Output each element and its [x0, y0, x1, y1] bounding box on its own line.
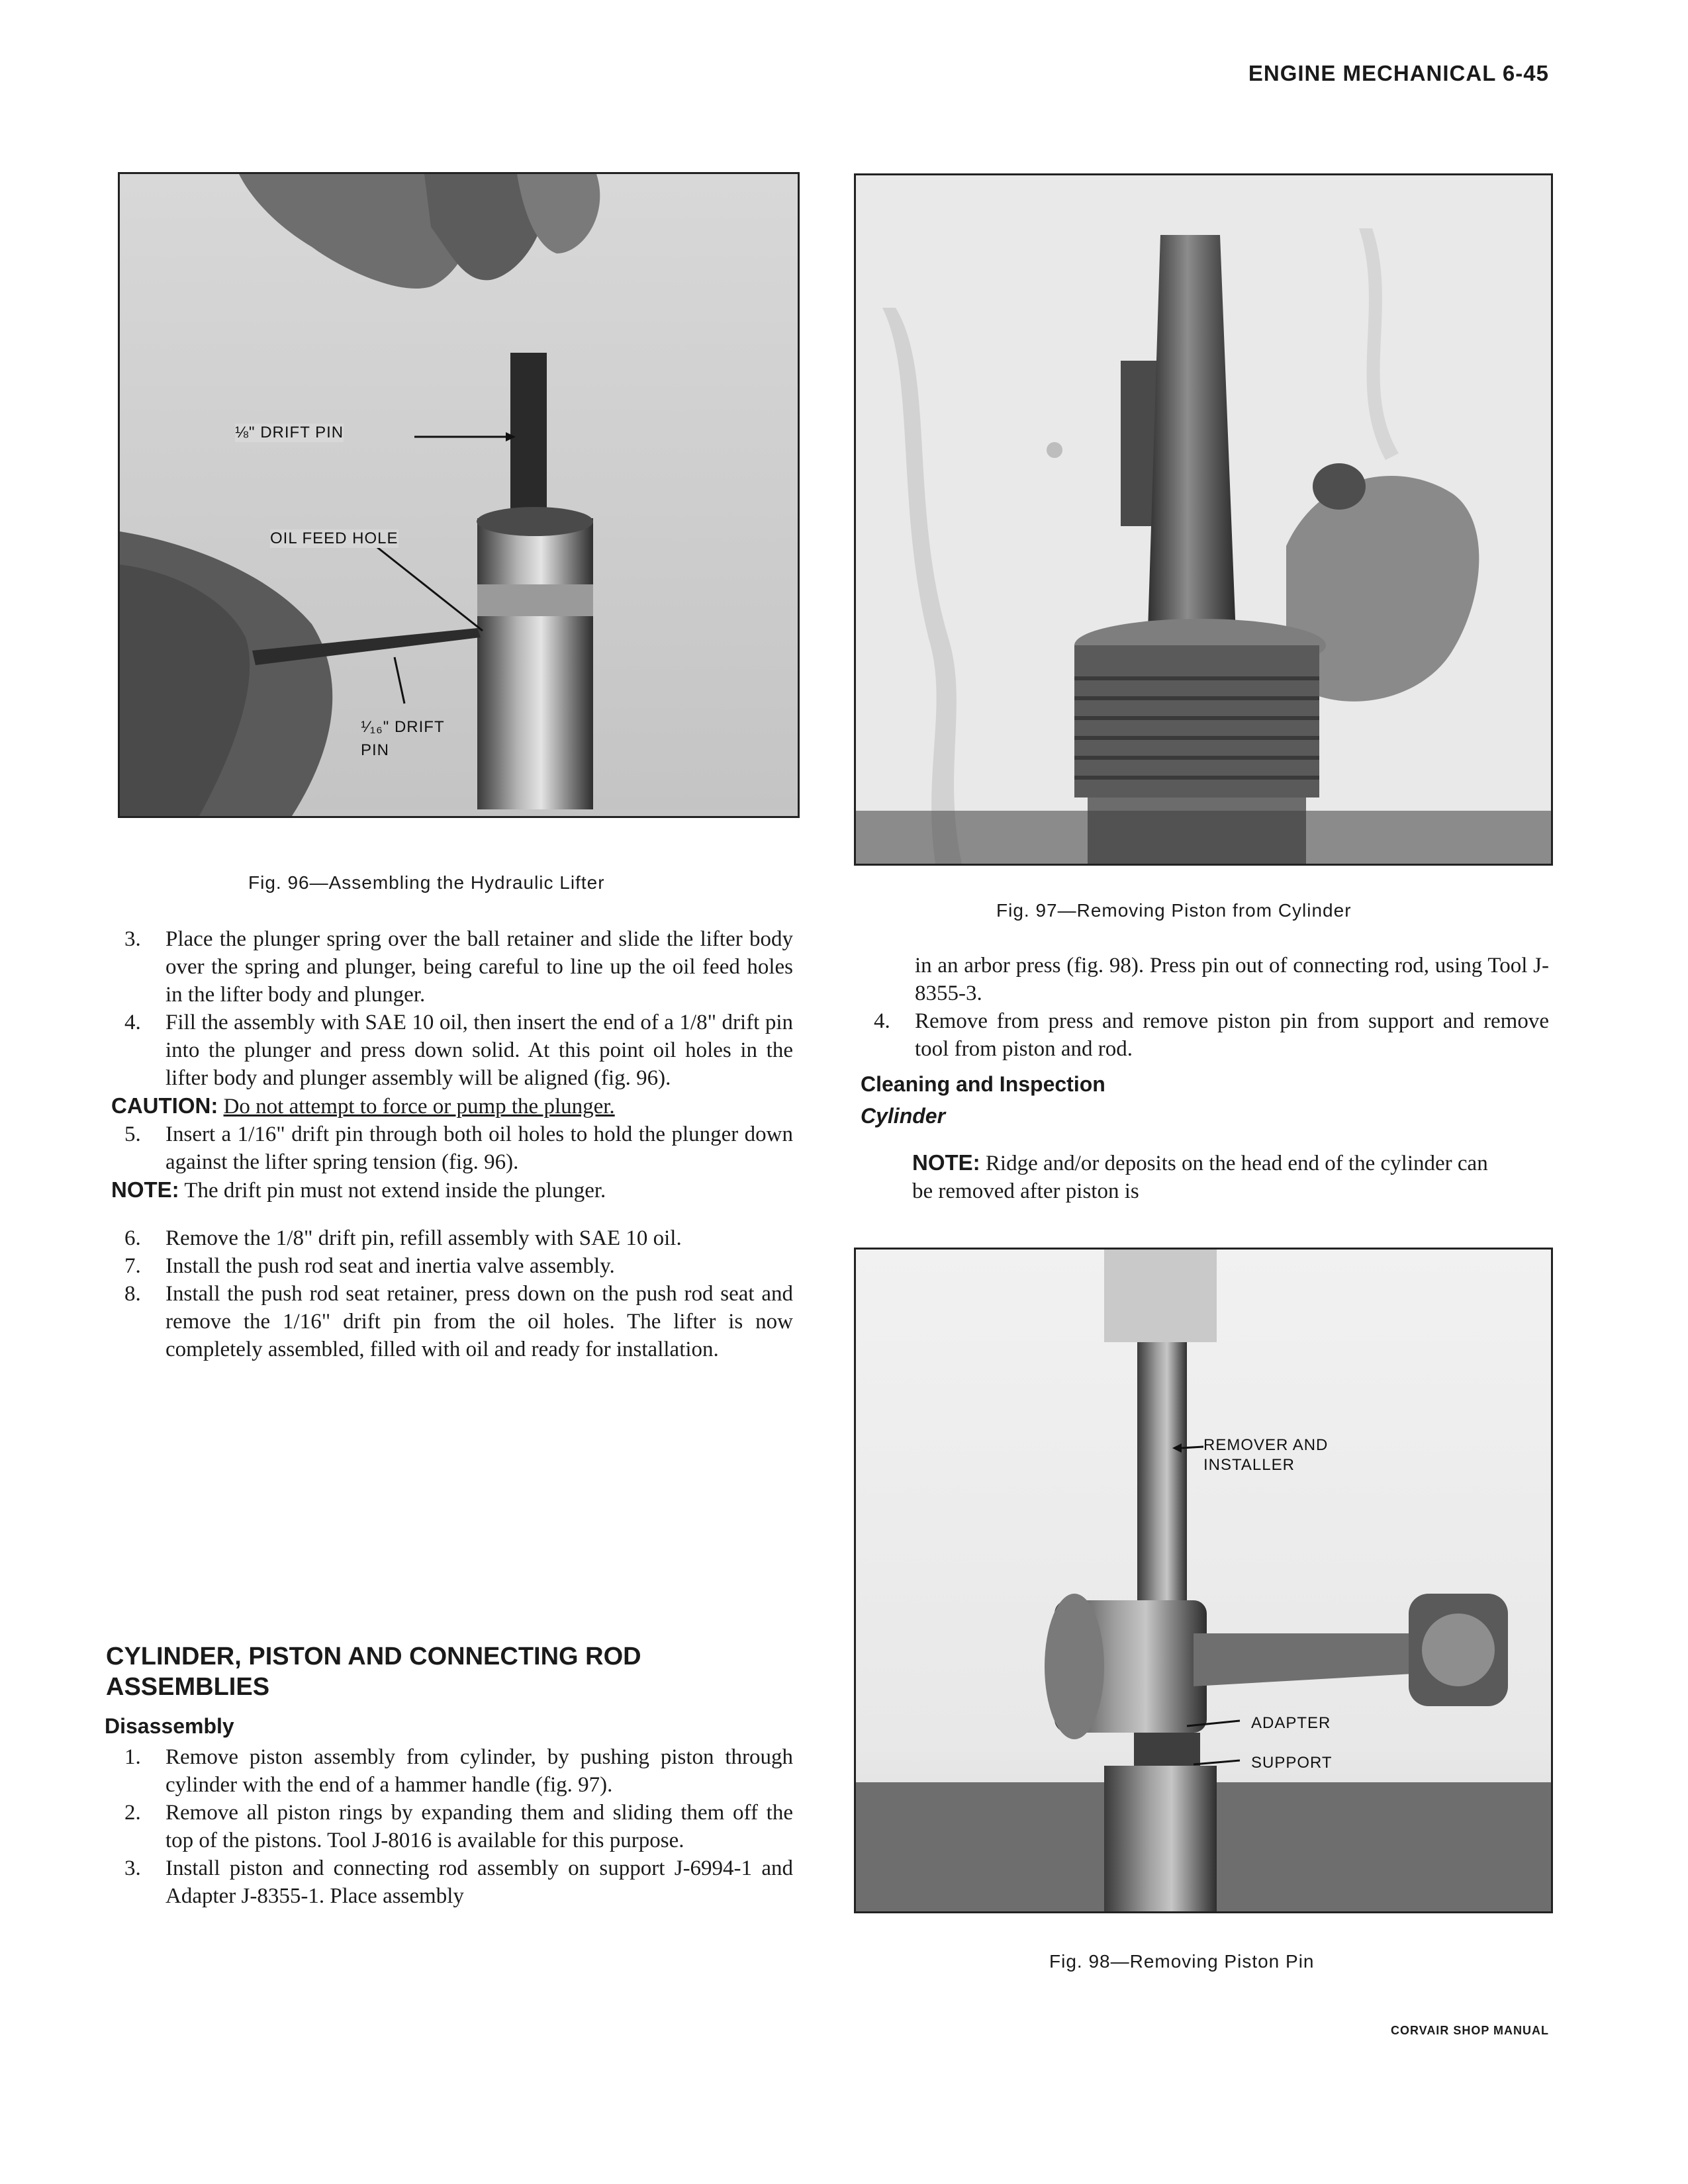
right-column-text — [861, 952, 1549, 1063]
figure-96-caption: Fig. 96—Assembling the Hydraulic Lifter — [248, 872, 605, 893]
list-item — [111, 1854, 793, 1910]
caution-text: Do not attempt to force or pump the plunger. — [223, 1095, 615, 1118]
assembly-steps-b — [111, 1120, 793, 1176]
step-number: 4. — [874, 1009, 890, 1033]
section-heading-line2: ASSEMBLIES — [106, 1673, 270, 1701]
step-text: Remove piston assembly from cylinder, by pushing piston through cylinder with the end of a hammer handle (fig. 97). — [165, 1745, 793, 1797]
step-number: 3. — [124, 927, 141, 951]
label-sixteenth-drift-pin-line1: ¹⁄₁₆" DRIFT — [361, 718, 445, 736]
right-steps — [861, 1007, 1549, 1063]
step-text: Install the push rod seat and inertia valve assembly. — [165, 1254, 615, 1278]
list-item — [111, 925, 793, 1009]
section-heading-line1: CYLINDER, PISTON AND CONNECTING ROD — [106, 1643, 641, 1670]
note-text: The drift pin must not extend inside the plunger. — [184, 1179, 606, 1203]
step-text: Install the push rod seat retainer, press down on the push rod seat and remove the 1/16" drift pin from the oil holes. The lifter is now completely assembled, filled with oil and ready for installation. — [165, 1282, 793, 1361]
cylinder-heading: Cylinder — [861, 1104, 946, 1128]
figure-97-caption: Fig. 97—Removing Piston from Cylinder — [996, 900, 1352, 921]
note-text: Ridge and/or deposits on the head end of the cylinder can be removed after piston is — [912, 1152, 1488, 1203]
cylinder-note — [912, 1149, 1495, 1205]
label-eighth-drift-pin: ⅛" DRIFT PIN — [235, 424, 344, 441]
label-remover-installer-line2: INSTALLER — [1203, 1456, 1295, 1474]
step-text: Remove all piston rings by expanding them and sliding them off the top of the pistons. Tool J-8016 is available for this purpose. — [165, 1801, 793, 1852]
step-number: 2. — [124, 1801, 141, 1825]
step-number: 8. — [124, 1282, 141, 1306]
running-footer: CORVAIR SHOP MANUAL — [1390, 2024, 1549, 2037]
step-text: Remove from press and remove piston pin from support and remove tool from piston and rod. — [915, 1009, 1549, 1061]
list-item — [111, 1252, 793, 1280]
figure-96-photo — [118, 172, 800, 818]
list-item — [111, 1224, 793, 1252]
disassembly-steps — [111, 1743, 793, 1910]
list-item — [111, 1743, 793, 1799]
list-item — [111, 1799, 793, 1854]
step-text: Install piston and connecting rod assembly on support J-6994-1 and Adapter J-8355-1. Place assembly — [165, 1856, 793, 1908]
cleaning-inspection-heading: Cleaning and Inspection — [861, 1072, 1105, 1096]
step-number: 5. — [124, 1122, 141, 1146]
step-number: 1. — [124, 1745, 141, 1769]
running-header: ENGINE MECHANICAL 6-45 — [1248, 61, 1549, 85]
step-number: 6. — [124, 1226, 141, 1250]
step-text: Insert a 1/16" drift pin through both oil holes to hold the plunger down against the lifter spring tension (fig. 96). — [165, 1122, 793, 1174]
drift-pin-note — [111, 1176, 793, 1205]
figure-98-caption: Fig. 98—Removing Piston Pin — [1049, 1951, 1315, 1972]
figure-97-photo — [854, 173, 1553, 866]
label-oil-feed-hole: OIL FEED HOLE — [270, 529, 399, 547]
label-adapter: ADAPTER — [1251, 1714, 1331, 1732]
note-label: NOTE: — [912, 1150, 980, 1175]
note-label: NOTE: — [111, 1177, 179, 1202]
cylinder-note-paragraph — [912, 1149, 1495, 1205]
label-sixteenth-drift-pin-line2: PIN — [361, 741, 390, 759]
step-number: 7. — [124, 1254, 141, 1278]
left-column-text — [111, 925, 793, 1363]
step-text: Fill the assembly with SAE 10 oil, then insert the end of a 1/8" drift pin into the plunger and press down solid. At this point oil holes in the lifter body and plunger assembly will be aligned (fig. 96). — [165, 1011, 793, 1090]
assembly-steps-a — [111, 925, 793, 1092]
caution-label: CAUTION: — [111, 1093, 218, 1118]
step-number: 4. — [124, 1011, 141, 1034]
continued-text: in an arbor press (fig. 98). Press pin out of connecting rod, using Tool J-8355-3. — [915, 954, 1549, 1005]
list-item — [111, 1009, 793, 1092]
section-heading — [106, 1641, 641, 1702]
step-number: 3. — [124, 1856, 141, 1880]
step-text: Remove the 1/8" drift pin, refill assembly with SAE 10 oil. — [165, 1226, 682, 1250]
disassembly-text — [111, 1743, 793, 1910]
disassembly-heading: Disassembly — [105, 1714, 234, 1738]
list-item — [861, 1007, 1549, 1063]
assembly-steps-c — [111, 1224, 793, 1363]
step-text: Place the plunger spring over the ball retainer and slide the lifter body over the spring and plunger, being careful to line up the oil feed holes in the lifter body and plunger. — [165, 927, 793, 1007]
label-remover-installer-line1: REMOVER AND — [1203, 1436, 1329, 1454]
list-item — [111, 1280, 793, 1363]
label-support: SUPPORT — [1251, 1754, 1333, 1772]
list-item — [111, 1120, 793, 1176]
caution-note — [111, 1092, 793, 1120]
figure-98-photo — [854, 1248, 1553, 1913]
